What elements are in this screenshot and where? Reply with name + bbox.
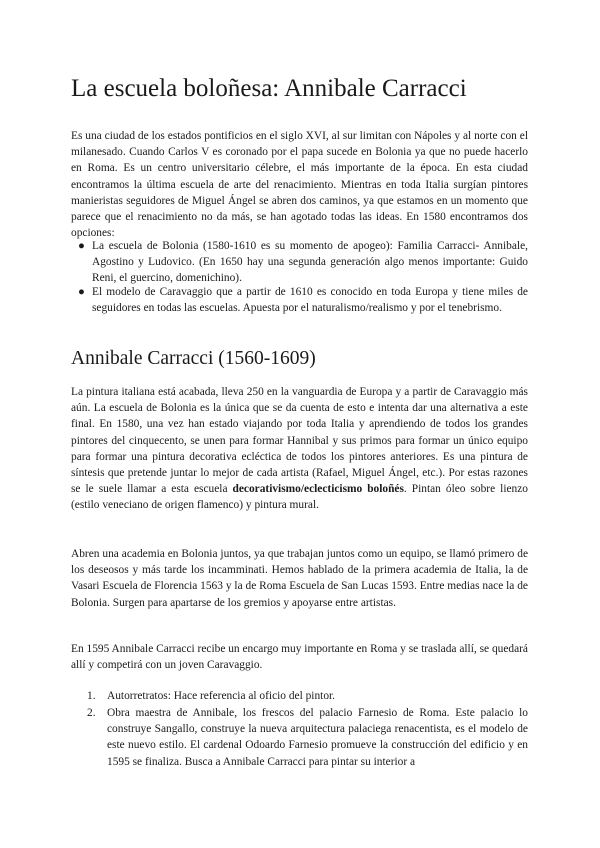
body-paragraph xyxy=(71,384,528,514)
list-item-text: Obra maestra de Annibale, los frescos del palacio Farnesio de Roma. Este palacio lo construye Sangallo, construye la nueva arquitectura palaciega renacentista, es el modelo de este nuevo estilo. El cardenal Odoardo Farnesio promueve la construcción del edificio y en 1595 se finaliza. Busca a Annibale Carracci para pintar su interior a xyxy=(107,707,528,768)
body-paragraph: Abren una academia en Bolonia juntos, ya que trabajan juntos como un equipo, se llamó primero de los deseosos y más tarde los incamminati. Hemos hablado de la primera academia de Italia, la de Vasari Escuela de Florencia 1563 y la de Roma Escuela de San Lucas 1593. Entre medias nace la de Bolonia. Surgen para apartarse de los gremios y apoyarse entre artistas. xyxy=(71,548,528,609)
bullet-marker: ● xyxy=(78,240,85,252)
body-paragraph: En 1595 Annibale Carracci recibe un encargo muy importante en Roma y se traslada allí, se quedará allí y competirá con un joven Caravaggio. xyxy=(71,643,528,672)
section-heading: Annibale Carracci (1560-1609) xyxy=(71,348,316,369)
list-number: 2. xyxy=(87,707,96,719)
list-item-text: El modelo de Caravaggio que a partir de 1610 es conocido en toda Europa y tiene miles de seguidores en todas las escuelas. Apuesta por el naturalismo/realismo y por el tenebrismo. xyxy=(92,286,528,315)
intro-paragraph: Es una ciudad de los estados pontificios en el siglo XVI, al sur limitan con Nápoles y al norte con el milanesado. Cuando Carlos V es coronado por el papa sucede en Bolonia ya que no puede hacerlo en Roma. Es un centro universitario célebre, el más importante de la época. En esta ciudad encontramos la última escuela de arte del renacimiento. Mientras en toda Italia surgían pintores manieristas seguidores de Miguel Ángel se abren dos caminos, ya que estamos en un momento que parece que el renacimiento no da más, se han agotado todas las ideas. En 1580 encontramos dos opciones: xyxy=(71,130,528,240)
list-item xyxy=(78,238,528,287)
list-item-text: Autorretratos: Hace referencia al oficio del pintor. xyxy=(107,690,336,702)
bullet-marker: ● xyxy=(78,286,85,298)
list-item xyxy=(87,688,528,704)
page-title: La escuela boloñesa: Annibale Carracci xyxy=(71,75,467,102)
bold-term: decorativismo/eclecticismo boloñés xyxy=(232,483,404,496)
paragraph-text: La pintura italiana está acabada, lleva 250 en la vanguardia de Europa y a partir de Caravaggio más aún. La escuela de Bolonia es la única que se da cuenta de esto e intenta dar una alternativa a este final. En 1580, una vez han estado viajando por toda Italia y aprendiendo de todos los grandes pintores del cinquecento, se unen para formar Hannibal y sus primos para formar un único equipo para formar una pintura decorativa ecléctica de todos los pintores anteriores. Es una pintura de síntesis que pretende juntar lo mejor de cada artista (Rafael, Miguel Ángel, etc.). Por estas razones se le suele llamar a esta escuela xyxy=(71,386,528,496)
paragraph-text: . Pintan óleo sobre lienzo (estilo veneciano de origen flamenco) y pintura mural. xyxy=(71,483,528,512)
list-item-text: La escuela de Bolonia (1580-1610 es su momento de apogeo): Familia Carracci- Annibale, Agostino y Ludovico. (En 1650 hay una segunda generación algo menos importante: Guido Reni, el guercino, domenichino). xyxy=(92,240,528,285)
list-item xyxy=(78,284,528,316)
list-item xyxy=(87,705,528,770)
list-number: 1. xyxy=(87,690,96,702)
